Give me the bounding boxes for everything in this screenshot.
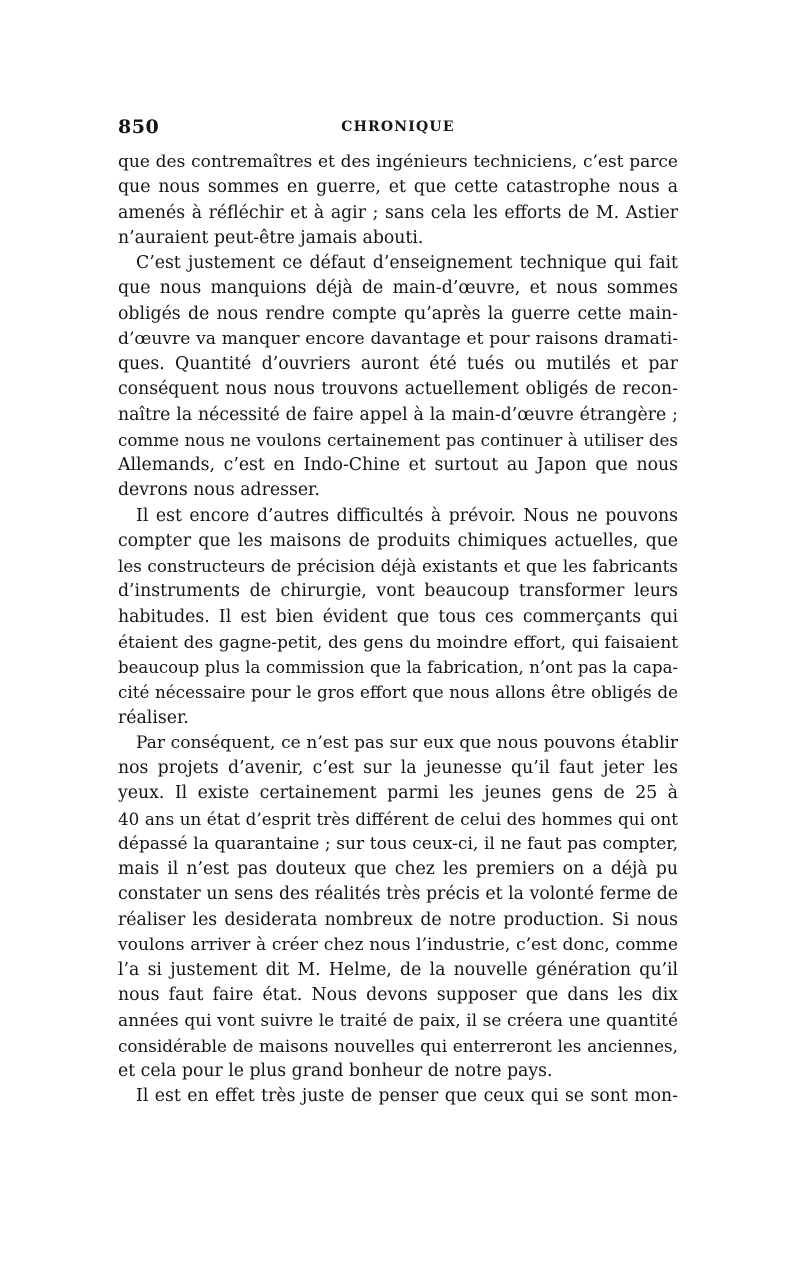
text-line: compter que les maisons de produits chimiques actuelles, que xyxy=(118,530,678,551)
text-line: que des contremaîtres et des ingénieurs techniciens, c’est parce xyxy=(118,152,678,172)
text-line: d’œuvre va manquer encore davantage et pour raisons dramati- xyxy=(118,328,678,349)
text-line: l’a si justement dit M. Helme, de la nouvelle génération qu’il xyxy=(118,960,678,980)
text-line: n’auraient peut-être jamais abouti. xyxy=(118,227,424,248)
text-line: considérable de maisons nouvelles qui enterreront les anciennes, xyxy=(118,1035,678,1056)
page-header xyxy=(118,116,678,142)
text-line: nous faut faire état. Nous devons supposer que dans les dix xyxy=(118,985,678,1006)
body-text xyxy=(118,150,678,1110)
text-line: beaucoup plus la commission que la fabrication, n’ont pas la capa- xyxy=(118,658,678,677)
text-line: étaient des gagne-petit, des gens du moindre effort, qui faisaient xyxy=(118,631,678,652)
text-line: constater un sens des réalités très précis et la volonté ferme de xyxy=(118,884,678,905)
text-line: habitudes. Il est bien évident que tous ces commerçants qui xyxy=(118,606,678,627)
text-line: Allemands, c’est en Indo-Chine et surtout au Japon que nous xyxy=(118,455,678,475)
text-line: obligés de nous rendre compte qu’après la guerre cette main- xyxy=(118,303,678,324)
text-line: et cela pour le plus grand bonheur de notre pays. xyxy=(118,1061,553,1081)
text-line: 40 ans un état d’esprit très différent de celui des hommes qui ont xyxy=(118,808,678,829)
text-line: comme nous ne voulons certainement pas continuer à utiliser des xyxy=(118,429,678,450)
text-line: Par conséquent, ce n’est pas sur eux que nous pouvons établir xyxy=(136,732,678,753)
text-line: conséquent nous nous trouvons actuellement obligés de recon- xyxy=(118,379,678,400)
text-line: cité nécessaire pour le gros effort que nous allons être obligés de xyxy=(118,682,678,703)
text-line: naître la nécessité de faire appel à la main-d’œuvre étrangère ; xyxy=(118,404,678,425)
text-line: yeux. Il existe certainement parmi les jeunes gens de 25 à xyxy=(118,783,678,804)
text-line: Il est en effet très juste de penser que ceux qui se sont mon- xyxy=(136,1086,678,1107)
text-line: mais il n’est pas douteux que chez les premiers on a déjà pu xyxy=(118,859,678,879)
text-line: années qui vont suivre le traité de paix, il se créera une quantité xyxy=(118,1010,678,1031)
text-line: les constructeurs de précision déjà existants et que les fabricants xyxy=(118,556,678,576)
text-line: C’est justement ce défaut d’enseignement technique qui fait xyxy=(136,253,678,273)
text-line: amenés à réfléchir et à agir ; sans cela les efforts de M. Astier xyxy=(118,202,678,223)
text-line: devrons nous adresser. xyxy=(118,480,320,501)
text-line: que nous sommes en guerre, et que cette catastrophe nous a xyxy=(118,177,678,198)
text-line: d’instruments de chirurgie, vont beaucoup transformer leurs xyxy=(118,581,678,602)
page-number: 850 xyxy=(118,116,160,138)
text-line: que nous manquions déjà de main-d’œuvre, et nous sommes xyxy=(118,278,678,299)
text-line: voulons arriver à créer chez nous l’industrie, c’est donc, comme xyxy=(118,934,678,955)
text-line: réaliser. xyxy=(118,707,189,728)
text-line: Il est encore d’autres difficultés à prévoir. Nous ne pouvons xyxy=(136,505,678,526)
text-line: réaliser les desiderata nombreux de notre production. Si nous xyxy=(118,909,678,930)
running-head: CHRONIQUE xyxy=(341,119,455,135)
text-line: nos projets d’avenir, c’est sur la jeunesse qu’il faut jeter les xyxy=(118,758,678,778)
text-line: dépassé la quarantaine ; sur tous ceux-ci, il ne faut pas compter, xyxy=(118,833,678,854)
text-line: ques. Quantité d’ouvriers auront été tués ou mutilés et par xyxy=(118,354,678,374)
